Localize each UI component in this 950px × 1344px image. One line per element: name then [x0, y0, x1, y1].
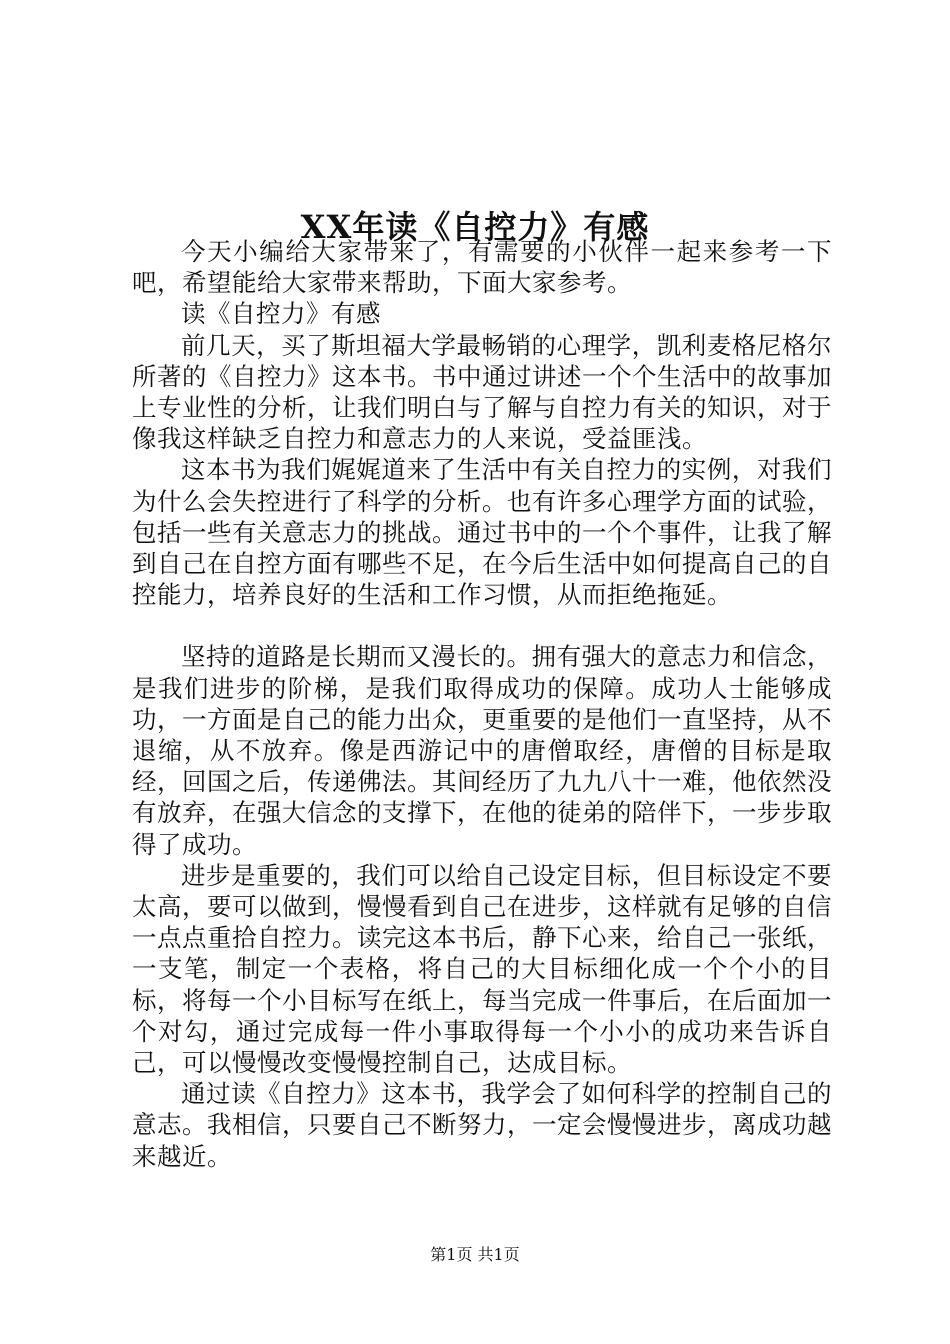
page-footer: 第1页 共1页: [430, 1245, 520, 1264]
body-paragraph: 进步是重要的，我们可以给自己设定目标，但目标设定不要太高，要可以做到，慢慢看到自己在进步，这样就有足够的自信一点点重拾自控力。读完这本书后，静下心来，给自己一张纸，一支笔，制定一个表格，将自己的大目标细化成一个个小的目标，将每一个小目标写在纸上，每当完成一件事后，在后面加一个对勾，通过完成每一件小事取得每一个小小的成功来告诉自己，可以慢慢改变慢慢控制自己，达成目标。: [132, 860, 832, 1078]
conclusion-paragraph: 通过读《自控力》这本书，我学会了如何科学的控制自己的意志。我相信，只要自己不断努力，一定会慢慢进步，离成功越来越近。: [132, 1079, 832, 1171]
body-paragraph: 坚持的道路是长期而又漫长的。拥有强大的意志力和信念，是我们进步的阶梯，是我们取得成功的保障。成功人士能够成功，一方面是自己的能力出众，更重要的是他们一直坚持，从不退缩，从不放弃。像是西游记中的唐僧取经，唐僧的目标是取经，回国之后，传递佛法。其间经历了九九八十一难，他依然没有放弃，在强大信念的支撑下，在他的徒弟的陪伴下，一步步取得了成功。: [132, 642, 832, 859]
body-paragraph: 这本书为我们娓娓道来了生活中有关自控力的实例，对我们为什么会失控进行了科学的分析。也有许多心理学方面的试验，包括一些有关意志力的挑战。通过书中的一个个事件，让我了解到自己在自控方面有哪些不足，在今后生活中如何提高自己的自控能力，培养良好的生活和工作习惯，从而拒绝拖延。: [132, 455, 832, 610]
document-title: XX年读《自控力》有感: [300, 208, 650, 247]
intro-paragraph: 今天小编给大家带来了，有需要的小伙伴一起来参考一下吧，希望能给大家带来帮助，下面大家参考。: [132, 237, 832, 298]
section-heading: 读《自控力》有感: [181, 299, 381, 329]
body-paragraph: 前几天，买了斯坦福大学最畅销的心理学，凯利麦格尼格尔所著的《自控力》这本书。书中通过讲述一个个生活中的故事加上专业性的分析，让我们明白与了解与自控力有关的知识，对于像我这样缺乏自控力和意志力的人来说，受益匪浅。: [132, 330, 832, 454]
document-body: [132, 236, 832, 1172]
